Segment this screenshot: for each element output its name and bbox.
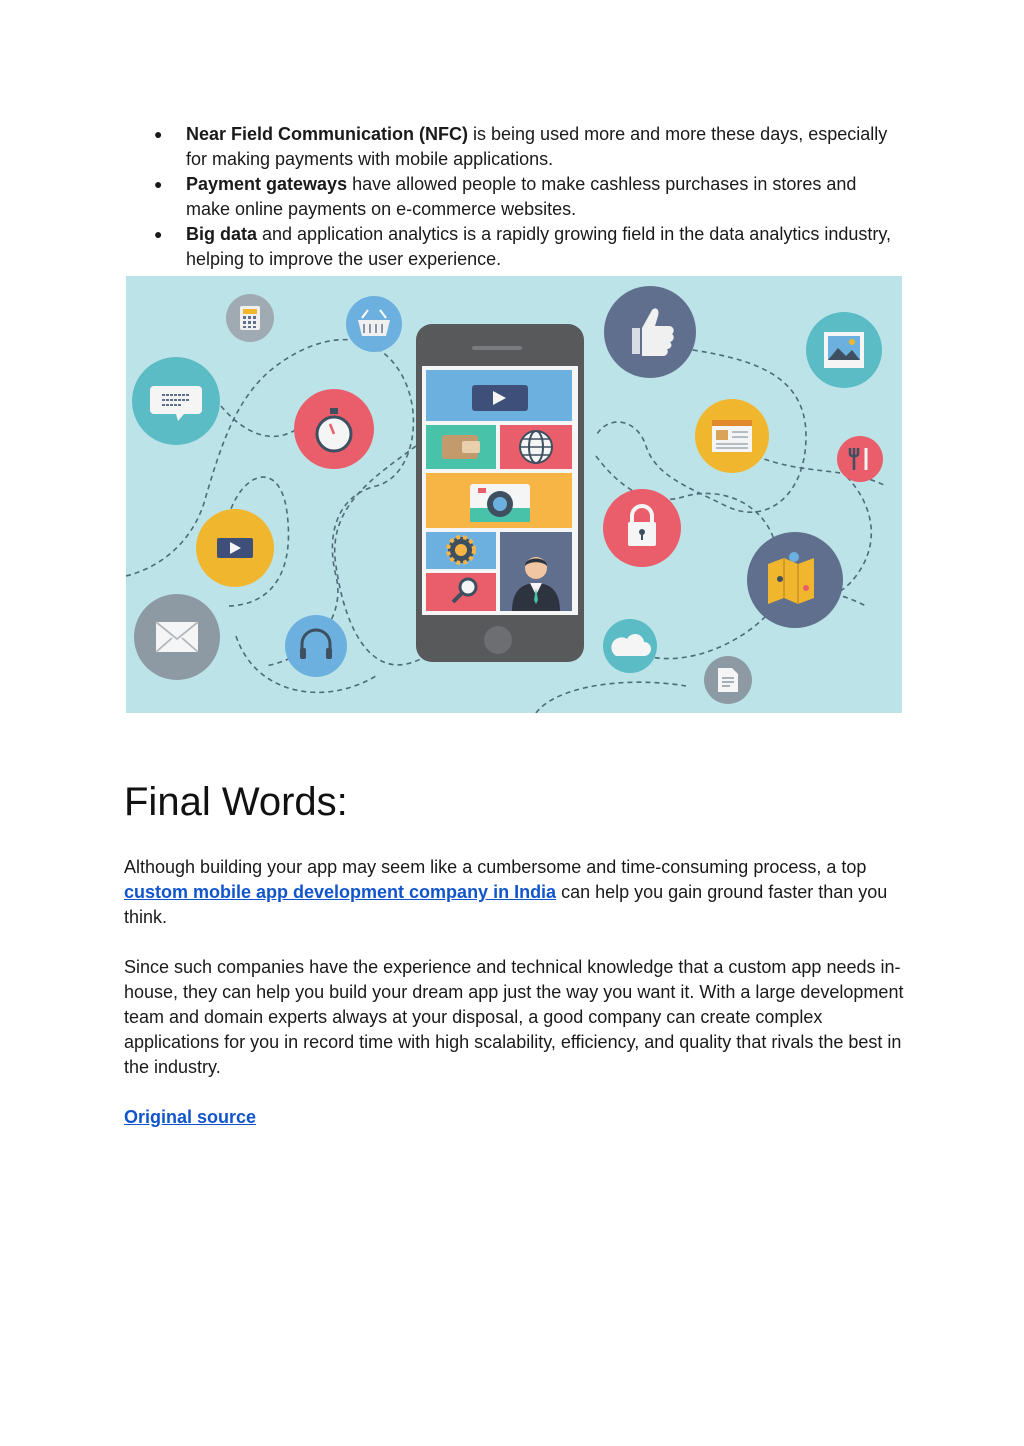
tools-icon [837, 436, 883, 482]
bullet-bold-term: Big data [186, 224, 258, 244]
original-source-link[interactable]: Original source [124, 1107, 257, 1127]
final-words-paragraph-2: Since such companies have the experience and technical knowledge that a custom app needs in-house, they can help you build your dream app just the way you want it. With a large development team and domain experts always at your disposal, a good company can create complex applications for you in record time with high scalability, efficiency, and quality that rivals the best in the industry. [124, 957, 904, 1077]
bullet-text: and application analytics is a rapidly growing field in the data analytics industry, helping to improve the user experience. [186, 224, 892, 269]
lock-icon [603, 489, 681, 567]
bullet-item-nfc [124, 122, 904, 172]
paragraph-text: Although building your app may seem like a cumbersome and time-consuming process, a top [124, 857, 867, 877]
feature-bullet-list [124, 122, 904, 272]
bullet-text: have allowed people to make cashless purchases in stores and make online payments on e-commerce websites. [186, 174, 857, 219]
final-words-paragraph-1 [124, 855, 904, 930]
file-icon [704, 656, 752, 704]
bullet-item-payment-gateways [124, 172, 904, 222]
bullet-item-big-data [124, 222, 904, 272]
bullet-bold-term: Near Field Communication (NFC) [186, 124, 469, 144]
bullet-bold-term: Payment gateways [186, 174, 348, 194]
stopwatch-icon [294, 389, 374, 469]
bullet-text: is being used more and more these days, especially for making payments with mobile applications. [186, 124, 888, 169]
bullet-marker: ● [154, 176, 163, 192]
thumbs-up-icon [604, 286, 696, 378]
illustration-svg [126, 276, 902, 713]
map-icon [747, 532, 843, 628]
chat-icon [132, 357, 220, 445]
headphones-icon [285, 615, 347, 677]
document-icon [695, 399, 769, 473]
custom-app-company-link[interactable]: custom mobile app development company in India [124, 882, 557, 902]
source-paragraph [124, 1105, 904, 1130]
bullet-marker: ● [154, 126, 163, 142]
globe-icon [520, 431, 552, 463]
cloud-icon [603, 619, 657, 673]
mobile-app-illustration [126, 276, 902, 713]
bullet-marker: ● [154, 226, 163, 242]
section-title: Final Words: [124, 780, 348, 824]
shopping-basket-icon [346, 296, 402, 352]
mail-icon [134, 594, 220, 680]
gear-icon [448, 537, 474, 563]
camera-icon [470, 484, 530, 522]
image-icon [806, 312, 882, 388]
calculator-icon [226, 294, 274, 342]
video-icon [196, 509, 274, 587]
paragraph-text: can help you gain ground faster than you think. [124, 882, 888, 927]
smartphone [416, 324, 584, 662]
